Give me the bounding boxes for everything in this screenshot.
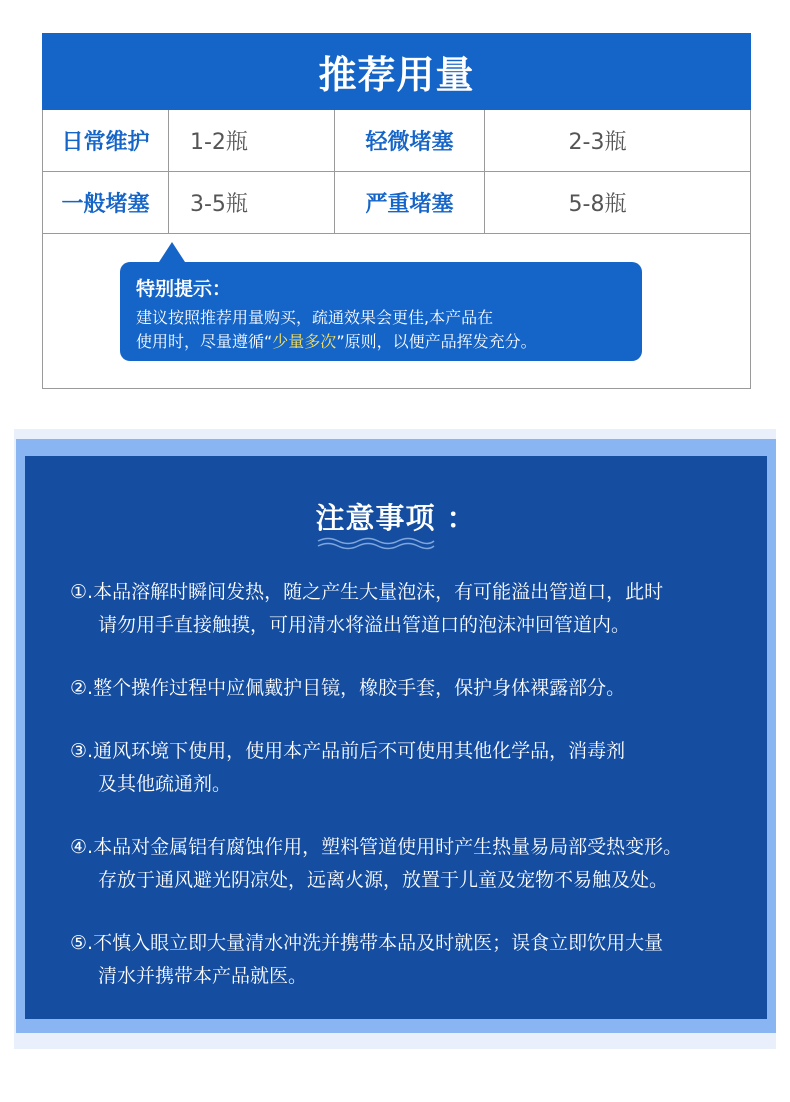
tip-pointer (159, 242, 185, 262)
dosage-label: 日常维护 (43, 110, 169, 171)
list-item (70, 927, 760, 993)
precautions-section (14, 429, 776, 1049)
tip-line-2 (136, 330, 626, 354)
list-item (70, 672, 760, 705)
item-line: 及其他疏通剂。 (98, 773, 232, 795)
list-item (70, 735, 760, 801)
item-line: ②.整个操作过程中应佩戴护目镜，橡胶手套，保护身体裸露部分。 (70, 677, 626, 699)
item-line: 存放于通风避光阴凉处，远离火源，放置于儿童及宠物不易触及处。 (98, 869, 669, 891)
dosage-label: 一般堵塞 (43, 172, 169, 233)
dosage-value: 3-5瓶 (169, 172, 335, 233)
dosage-label: 严重堵塞 (335, 172, 485, 233)
precautions-title: 注意事项 ： (315, 501, 477, 535)
dosage-row (43, 110, 750, 172)
dosage-label: 轻微堵塞 (335, 110, 485, 171)
item-line: ④.本品对金属铝有腐蚀作用，塑料管道使用时产生热量易局部受热变形。 (70, 836, 683, 858)
list-item (70, 831, 760, 897)
tip-highlight: 少量多次 (272, 332, 337, 351)
dosage-value: 5-8瓶 (568, 192, 627, 217)
dosage-value: 2-3瓶 (568, 130, 627, 155)
item-line: 清水并携带本产品就医。 (98, 965, 308, 987)
special-tip-bubble (120, 262, 642, 361)
tip-title: 特别提示： (136, 278, 232, 300)
tip-line-2-suffix: ”原则，以便产品挥发充分。 (336, 332, 537, 351)
wave-divider-icon (316, 536, 436, 550)
dosage-title: 推荐用量 (42, 33, 751, 110)
precautions-list (70, 576, 760, 1023)
dosage-row (43, 172, 750, 234)
item-line: ③.通风环境下使用，使用本产品前后不可使用其他化学品，消毒剂 (70, 740, 626, 762)
item-line: ⑤.不慎入眼立即大量清水冲洗并携带本品及时就医；误食立即饮用大量 (70, 932, 664, 954)
precautions-frame (16, 439, 776, 1033)
tip-line-2-prefix: 使用时，尽量遵循“ (136, 332, 273, 351)
tip-line-1: 建议按照推荐用量购买，疏通效果会更佳,本产品在 (136, 308, 494, 327)
tip-area (43, 234, 750, 388)
dosage-table (42, 110, 751, 389)
item-line: 请勿用手直接触摸，可用清水将溢出管道口的泡沫冲回管道内。 (98, 614, 631, 636)
dosage-value: 1-2瓶 (169, 110, 335, 171)
dosage-section (42, 33, 751, 389)
precautions-panel (25, 456, 767, 1019)
list-item (70, 576, 760, 642)
item-line: ①.本品溶解时瞬间发热，随之产生大量泡沫，有可能溢出管道口，此时 (70, 581, 664, 603)
